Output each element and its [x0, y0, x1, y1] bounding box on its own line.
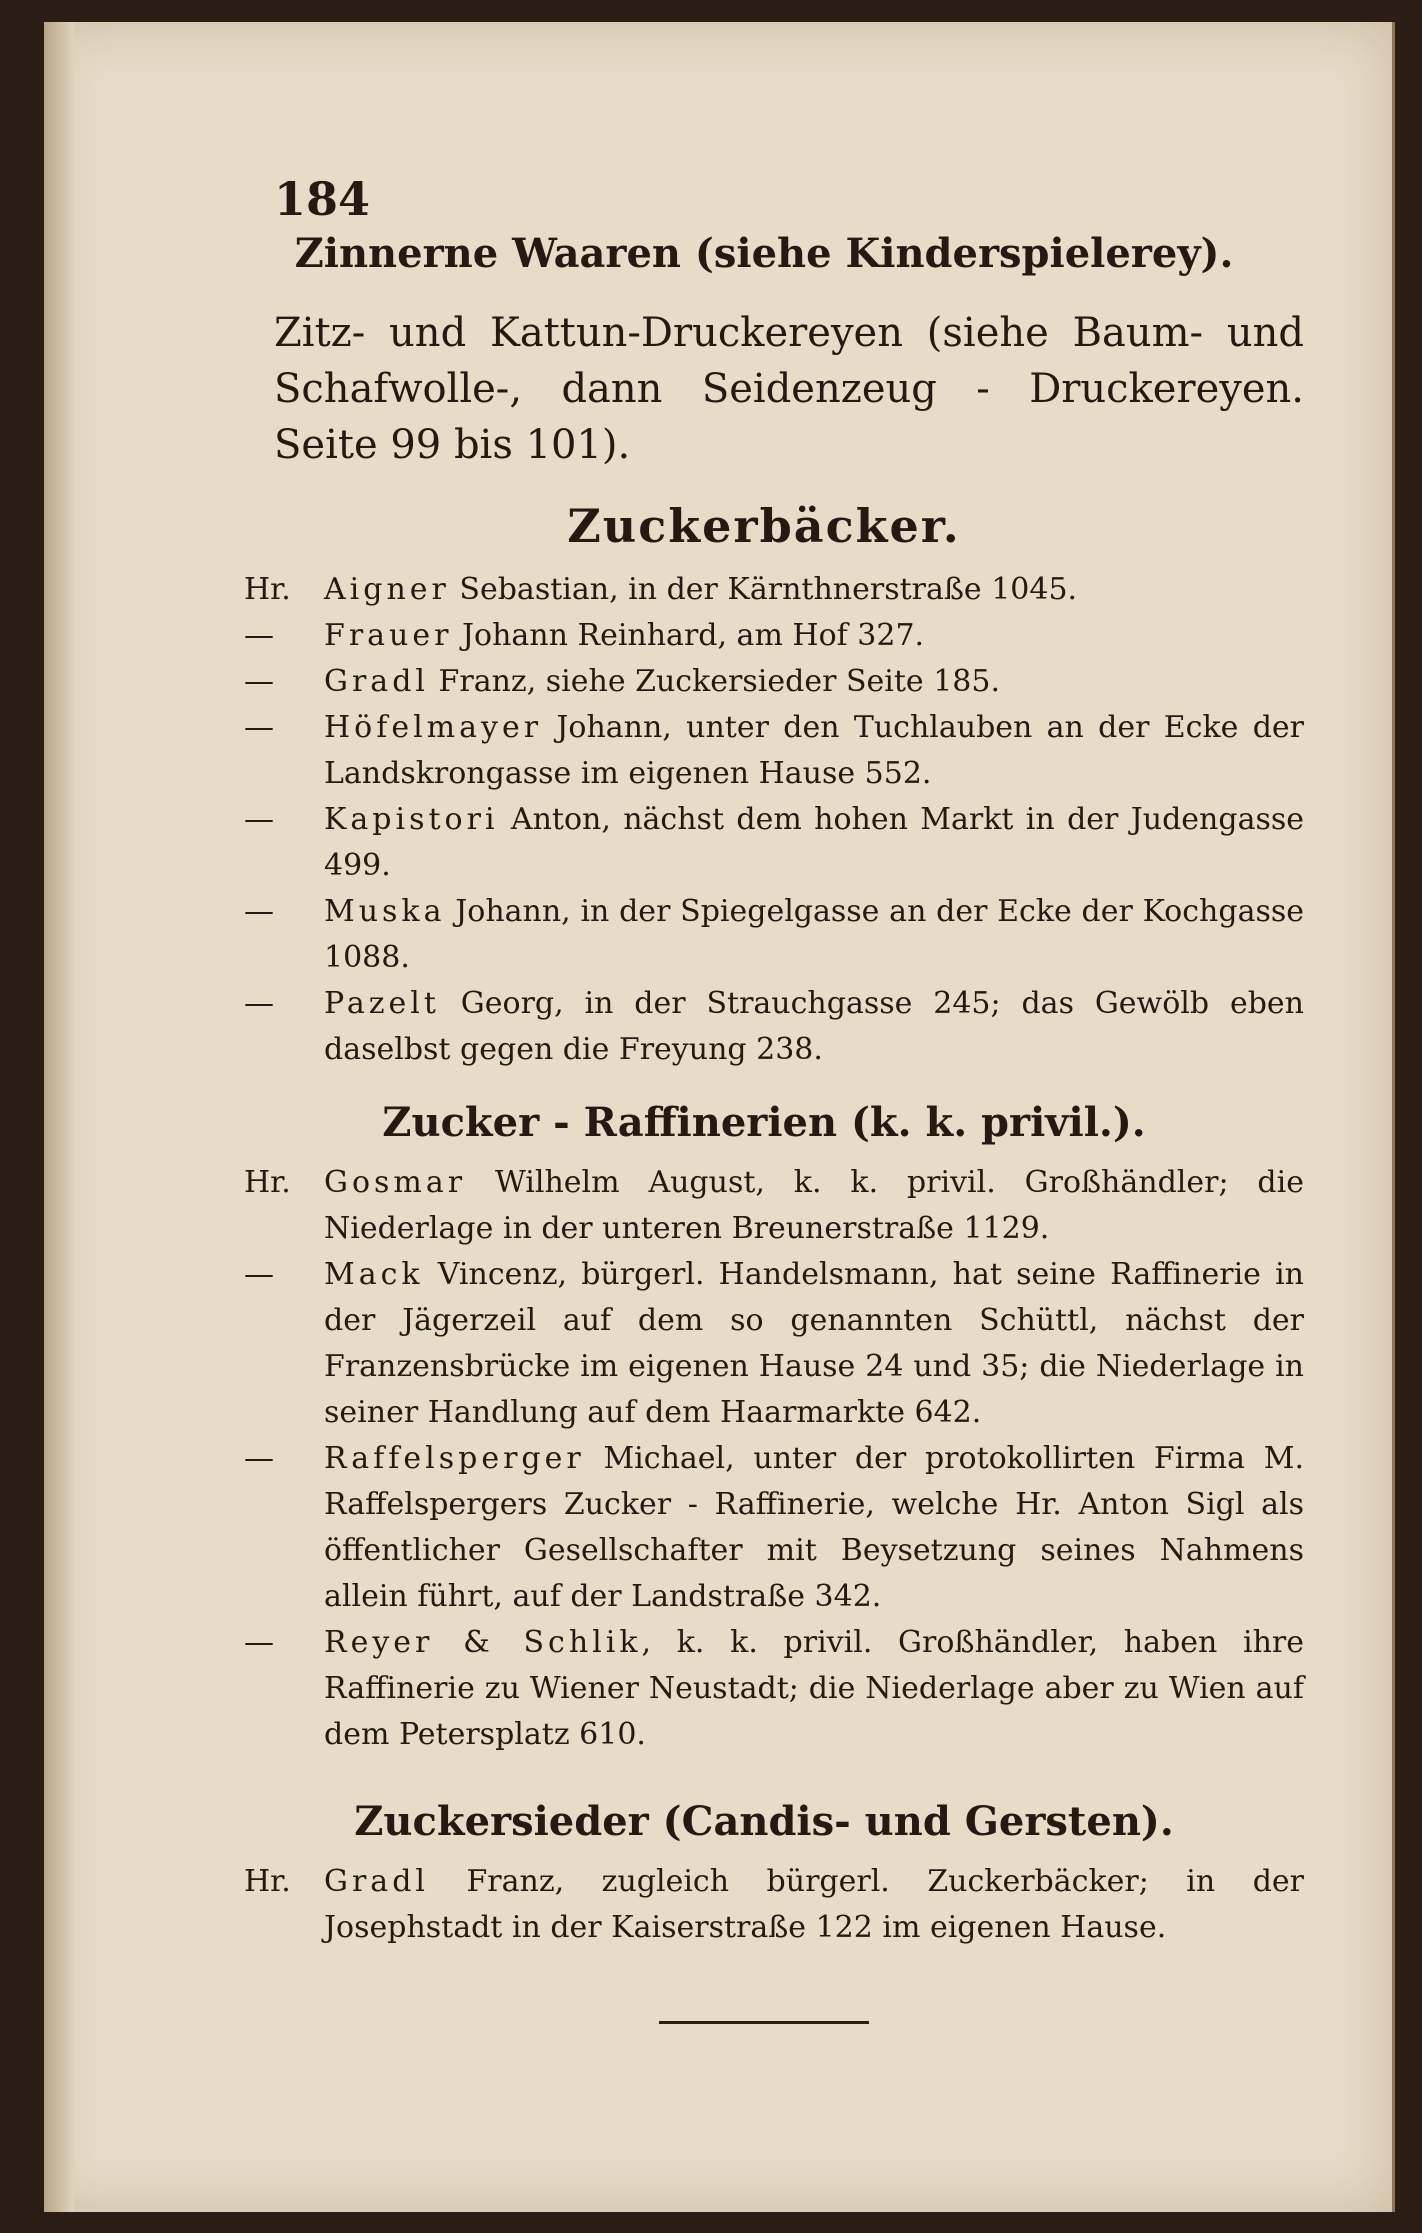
entry: [224, 889, 1304, 981]
entry-lead: —: [244, 1257, 274, 1292]
entry-lead: —: [244, 618, 274, 653]
entry: [224, 797, 1304, 889]
entry-name: Raffelsperger: [324, 1441, 585, 1476]
entry-text: Johann, in der Spiegelgasse an der Ecke der Kochgasse 1088.: [324, 894, 1304, 975]
end-rule: [659, 2021, 869, 2024]
section-title-zuckersieder: Zuckersieder (Candis- und Gersten).: [354, 1798, 1174, 1845]
entry-lead: Hr.: [244, 1165, 291, 1200]
section-title-zuckerbaecker: Zuckerbäcker.: [567, 499, 961, 553]
entry: [224, 1859, 1304, 1951]
entry-name: Pazelt: [324, 986, 440, 1021]
section-title-raffinerien: Zucker - Raffinerien (k. k. privil.).: [382, 1099, 1146, 1146]
entry-lead: —: [244, 894, 274, 929]
entry-name: Aigner: [324, 572, 450, 607]
entry-name: Mack: [324, 1257, 424, 1292]
heading-zinnerne-waaren: Zinnerne Waaren (siehe Kinderspielerey).: [294, 230, 1234, 277]
page-number: 184: [274, 172, 371, 226]
entry-lead: —: [244, 1441, 274, 1476]
entry-list-zuckersieder: [224, 1859, 1304, 1951]
entry: [224, 1620, 1304, 1758]
entry-list-raffinerien: [224, 1160, 1304, 1758]
entry-name: Gosmar: [324, 1165, 467, 1200]
entry: [224, 1160, 1304, 1252]
entry-name: Muska: [324, 894, 446, 929]
section-zuckersieder: [224, 1798, 1304, 1951]
entry-name: Gradl: [324, 1864, 429, 1899]
entry-lead: —: [244, 1625, 274, 1660]
entry: [224, 705, 1304, 797]
entry: [224, 1252, 1304, 1436]
entry: [224, 981, 1304, 1073]
section-zuckerbaecker: [224, 499, 1304, 1073]
entry-name: Gradl: [324, 664, 429, 699]
entry-text: Wilhelm August, k. k. privil. Großhändler; die Niederlage in der unteren Breunerstraße 1129.: [324, 1165, 1304, 1246]
entry-list-zuckerbaecker: [224, 567, 1304, 1073]
entry-lead: Hr.: [244, 1864, 291, 1899]
entry-text: , k. k. privil. Großhändler, haben ihre Raffinerie zu Wiener Neustadt; die Niederlage aber zu Wien auf dem Petersplatz 610.: [324, 1625, 1304, 1752]
page-content: [224, 142, 1304, 2024]
entry-name: Frauer: [324, 618, 453, 653]
section-raffinerien: [224, 1099, 1304, 1758]
entry: [224, 1436, 1304, 1620]
entry: [224, 659, 1304, 705]
paragraph-zitz-kattun: Zitz- und Kattun-Druckereyen (siehe Baum- und Schafwolle-, dann Seidenzeug - Druckereyen. Seite 99 bis 101).: [274, 310, 1304, 468]
entry: [224, 567, 1304, 613]
page-gutter: [44, 22, 74, 2212]
entry-text: Georg, in der Strauchgasse 245; das Gewölb eben daselbst gegen die Freyung 238.: [324, 986, 1304, 1067]
entry-name: Reyer & Schlik: [324, 1625, 642, 1660]
entry-name: Kapistori: [324, 802, 499, 837]
entry-text: Sebastian, in der Kärnthnerstraße 1045.: [449, 572, 1078, 607]
book-page: [44, 22, 1395, 2212]
entry-lead: —: [244, 986, 274, 1021]
entry-name: Höfelmayer: [324, 710, 543, 745]
entry-text: Franz, siehe Zuckersieder Seite 185.: [429, 664, 1000, 699]
entry-lead: Hr.: [244, 572, 291, 607]
entry-text: Vincenz, bürgerl. Handelsmann, hat seine Raffinerie in der Jägerzeil auf dem so genannten Schüttl, nächst der Franzensbrücke im eigenen Hause 24 und 35; die Niederlage in seiner Handlung auf dem Haarmarkte 642.: [324, 1257, 1304, 1430]
entry-lead: —: [244, 802, 274, 837]
entry-lead: —: [244, 710, 274, 745]
entry-text: Michael, unter der protokollirten Firma M. Raffelspergers Zucker - Raffinerie, welche Hr. Anton Sigl als öffentlicher Gesellschafter mit Beysetzung seines Nahmens allein führt, auf der Landstraße 342.: [324, 1441, 1304, 1614]
entry-text: Johann Reinhard, am Hof 327.: [452, 618, 925, 653]
entry-text: Franz, zugleich bürgerl. Zuckerbäcker; in der Josephstadt in der Kaiserstraße 122 im eigenen Hause.: [324, 1864, 1304, 1945]
entry-lead: —: [244, 664, 274, 699]
entry-text: Anton, nächst dem hohen Markt in der Judengasse 499.: [324, 802, 1304, 883]
entry-text: Johann, unter den Tuchlauben an der Ecke der Landskrongasse im eigenen Hause 552.: [324, 710, 1304, 791]
entry: [224, 613, 1304, 659]
